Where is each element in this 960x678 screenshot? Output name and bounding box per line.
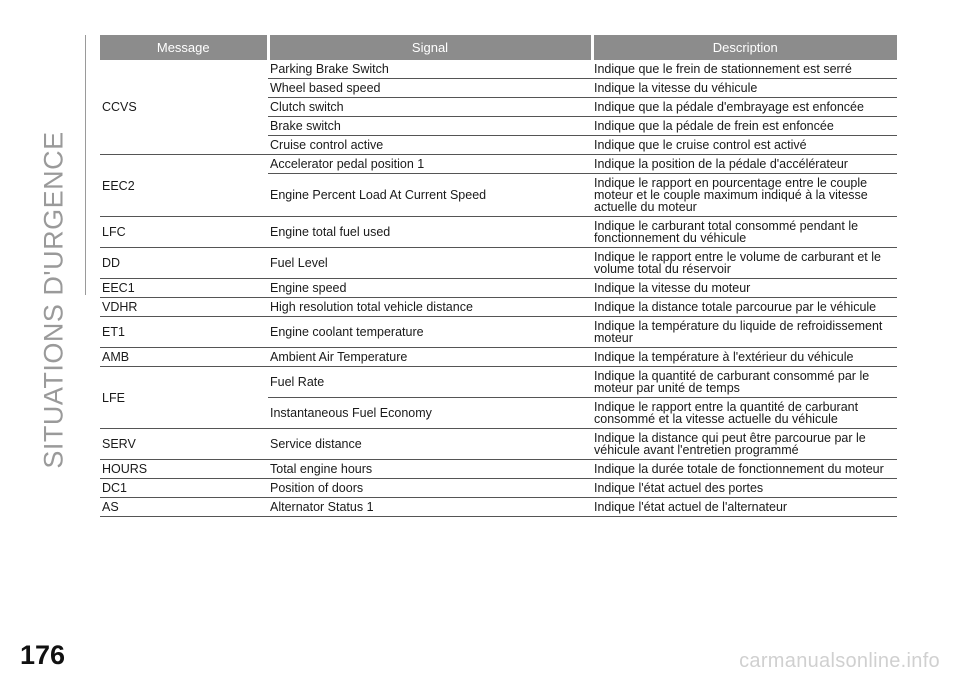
message-cell: CCVS — [100, 60, 268, 155]
description-cell: Indique l'état actuel de l'alternateur — [592, 498, 897, 517]
table-row — [100, 248, 897, 279]
description-cell: Indique que la pédale de frein est enfoncée — [592, 117, 897, 136]
signal-cell: Fuel Level — [268, 248, 592, 279]
description-cell: Indique la position de la pédale d'accélérateur — [592, 155, 897, 174]
signal-cell: Brake switch — [268, 117, 592, 136]
signal-cell: Clutch switch — [268, 98, 592, 117]
table-row — [100, 367, 897, 398]
description-cell: Indique la distance totale parcourue par le véhicule — [592, 298, 897, 317]
message-cell: DC1 — [100, 479, 268, 498]
table-row — [100, 498, 897, 517]
signal-cell: Service distance — [268, 429, 592, 460]
message-cell: ET1 — [100, 317, 268, 348]
table-row — [100, 155, 897, 174]
description-cell: Indique le rapport en pourcentage entre le couple moteur et le couple maximum indiqué à la vitesse actuelle du moteur — [592, 174, 897, 217]
description-cell: Indique la température à l'extérieur du véhicule — [592, 348, 897, 367]
description-cell: Indique le rapport entre la quantité de carburant consommé et la vitesse actuelle du véhicule — [592, 398, 897, 429]
signal-table — [100, 35, 897, 517]
description-cell: Indique le rapport entre le volume de carburant et le volume total du réservoir — [592, 248, 897, 279]
description-cell: Indique la durée totale de fonctionnement du moteur — [592, 460, 897, 479]
page-number: 176 — [20, 640, 66, 670]
description-cell: Indique la distance qui peut être parcourue par le véhicule avant l'entretien programmé — [592, 429, 897, 460]
table-row — [100, 298, 897, 317]
description-cell: Indique le carburant total consommé pendant le fonctionnement du véhicule — [592, 217, 897, 248]
signal-cell: Engine total fuel used — [268, 217, 592, 248]
description-cell: Indique que le frein de stationnement est serré — [592, 60, 897, 79]
message-cell: LFE — [100, 367, 268, 429]
table-row — [100, 279, 897, 298]
message-cell: VDHR — [100, 298, 268, 317]
signal-cell: Total engine hours — [268, 460, 592, 479]
signal-cell: Engine Percent Load At Current Speed — [268, 174, 592, 217]
table-row — [100, 429, 897, 460]
section-divider — [85, 35, 86, 295]
signal-cell: Instantaneous Fuel Economy — [268, 398, 592, 429]
section-title: SITUATIONS D'URGENCE — [38, 131, 69, 469]
table-row — [100, 460, 897, 479]
table-row — [100, 317, 897, 348]
message-cell: HOURS — [100, 460, 268, 479]
description-cell: Indique la vitesse du véhicule — [592, 79, 897, 98]
signal-cell: Cruise control active — [268, 136, 592, 155]
signal-cell: Alternator Status 1 — [268, 498, 592, 517]
table-header — [100, 35, 897, 60]
signal-cell: Wheel based speed — [268, 79, 592, 98]
signal-cell: Position of doors — [268, 479, 592, 498]
message-cell: AMB — [100, 348, 268, 367]
description-cell: Indique que le cruise control est activé — [592, 136, 897, 155]
message-cell: LFC — [100, 217, 268, 248]
table-row — [100, 479, 897, 498]
table-row — [100, 217, 897, 248]
watermark: carmanualsonline.info — [739, 650, 940, 672]
signal-cell: Ambient Air Temperature — [268, 348, 592, 367]
message-cell: EEC2 — [100, 155, 268, 217]
description-cell: Indique la température du liquide de refroidissement moteur — [592, 317, 897, 348]
description-cell: Indique la quantité de carburant consommé par le moteur par unité de temps — [592, 367, 897, 398]
signal-cell: Engine coolant temperature — [268, 317, 592, 348]
table-row — [100, 60, 897, 79]
signal-cell: High resolution total vehicle distance — [268, 298, 592, 317]
description-cell: Indique la vitesse du moteur — [592, 279, 897, 298]
signal-cell: Parking Brake Switch — [268, 60, 592, 79]
column-header-message: Message — [100, 35, 268, 60]
signal-cell: Accelerator pedal position 1 — [268, 155, 592, 174]
signal-cell: Fuel Rate — [268, 367, 592, 398]
column-header-description: Description — [592, 35, 897, 60]
table-row — [100, 348, 897, 367]
message-cell: SERV — [100, 429, 268, 460]
signal-cell: Engine speed — [268, 279, 592, 298]
message-cell: EEC1 — [100, 279, 268, 298]
message-cell: DD — [100, 248, 268, 279]
column-header-signal: Signal — [268, 35, 592, 60]
message-cell: AS — [100, 498, 268, 517]
description-cell: Indique que la pédale d'embrayage est enfoncée — [592, 98, 897, 117]
description-cell: Indique l'état actuel des portes — [592, 479, 897, 498]
